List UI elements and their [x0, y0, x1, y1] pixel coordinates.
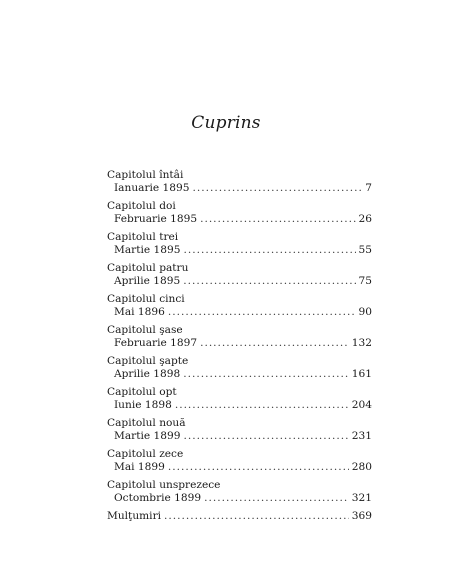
toc-line: [107, 275, 372, 288]
page-number: 75: [358, 274, 372, 287]
page-number: 161: [351, 367, 372, 380]
dot-leader: [164, 510, 349, 523]
dot-leader: [193, 182, 363, 195]
page-title: Cuprins: [191, 113, 261, 133]
toc-entry-acknowledgements: [107, 510, 372, 523]
chapter-date: Februarie 1897: [114, 336, 198, 349]
dot-leader: [168, 306, 356, 319]
dot-leader: [183, 244, 355, 257]
page-number: 26: [358, 212, 372, 225]
toc-entry: [107, 293, 372, 318]
chapter-title: Capitolul trei: [107, 231, 179, 243]
page-number: 55: [358, 243, 372, 256]
dot-leader: [204, 492, 349, 505]
toc-entry: [107, 417, 372, 442]
chapter-title: Capitolul şase: [107, 324, 183, 336]
toc-line: [107, 244, 372, 257]
chapter-title: Capitolul şapte: [107, 355, 189, 367]
chapter-date: Mai 1896: [114, 305, 165, 318]
toc-entry: [107, 169, 372, 194]
chapter-date: Martie 1895: [114, 243, 181, 256]
chapter-title: Capitolul nouă: [107, 417, 186, 429]
page-number: 204: [351, 398, 372, 411]
page-number: 90: [358, 305, 372, 318]
toc-line: [107, 213, 372, 226]
chapter-date: Februarie 1895: [114, 212, 198, 225]
chapter-date: Mai 1899: [114, 460, 165, 473]
chapter-title: Capitolul unsprezece: [107, 479, 221, 491]
page-number: 132: [351, 336, 372, 349]
page-number: 231: [351, 429, 372, 442]
chapter-date: Martie 1899: [114, 429, 181, 442]
dot-leader: [183, 430, 348, 443]
dot-leader: [200, 213, 355, 226]
acknowledgements-label: Mulţumiri: [107, 510, 162, 522]
toc-entry: [107, 231, 372, 256]
dot-leader: [200, 337, 349, 350]
chapter-title: Capitolul întâi: [107, 169, 184, 181]
chapter-title: Capitolul opt: [107, 386, 177, 398]
chapter-title: Capitolul zece: [107, 448, 184, 460]
chapter-date: Aprilie 1898: [114, 367, 181, 380]
toc-entry: [107, 479, 372, 504]
toc-line: [107, 182, 372, 195]
chapter-date: Iunie 1898: [114, 398, 172, 411]
dot-leader: [183, 275, 355, 288]
toc-line: [107, 306, 372, 319]
page-number: 369: [351, 510, 372, 522]
dot-leader: [183, 368, 349, 381]
table-of-contents: [107, 169, 372, 529]
page-number: 280: [351, 460, 372, 473]
toc-line: [107, 337, 372, 350]
page-number: 7: [365, 181, 372, 194]
toc-line: [107, 368, 372, 381]
toc-line: [107, 430, 372, 443]
toc-entry: [107, 200, 372, 225]
toc-line: [107, 399, 372, 412]
toc-line: [107, 492, 372, 505]
chapter-title: Capitolul patru: [107, 262, 189, 274]
chapter-date: Octombrie 1899: [114, 491, 202, 504]
chapter-date: Ianuarie 1895: [114, 181, 190, 194]
toc-entry: [107, 448, 372, 473]
toc-line: [107, 461, 372, 474]
chapter-title: Capitolul cinci: [107, 293, 185, 305]
toc-entry: [107, 324, 372, 349]
chapter-title: Capitolul doi: [107, 200, 176, 212]
toc-entry: [107, 262, 372, 287]
dot-leader: [175, 399, 349, 412]
dot-leader: [168, 461, 349, 474]
toc-line: [107, 510, 372, 523]
chapter-date: Aprilie 1895: [114, 274, 181, 287]
toc-entry: [107, 386, 372, 411]
page-number: 321: [351, 491, 372, 504]
toc-entry: [107, 355, 372, 380]
